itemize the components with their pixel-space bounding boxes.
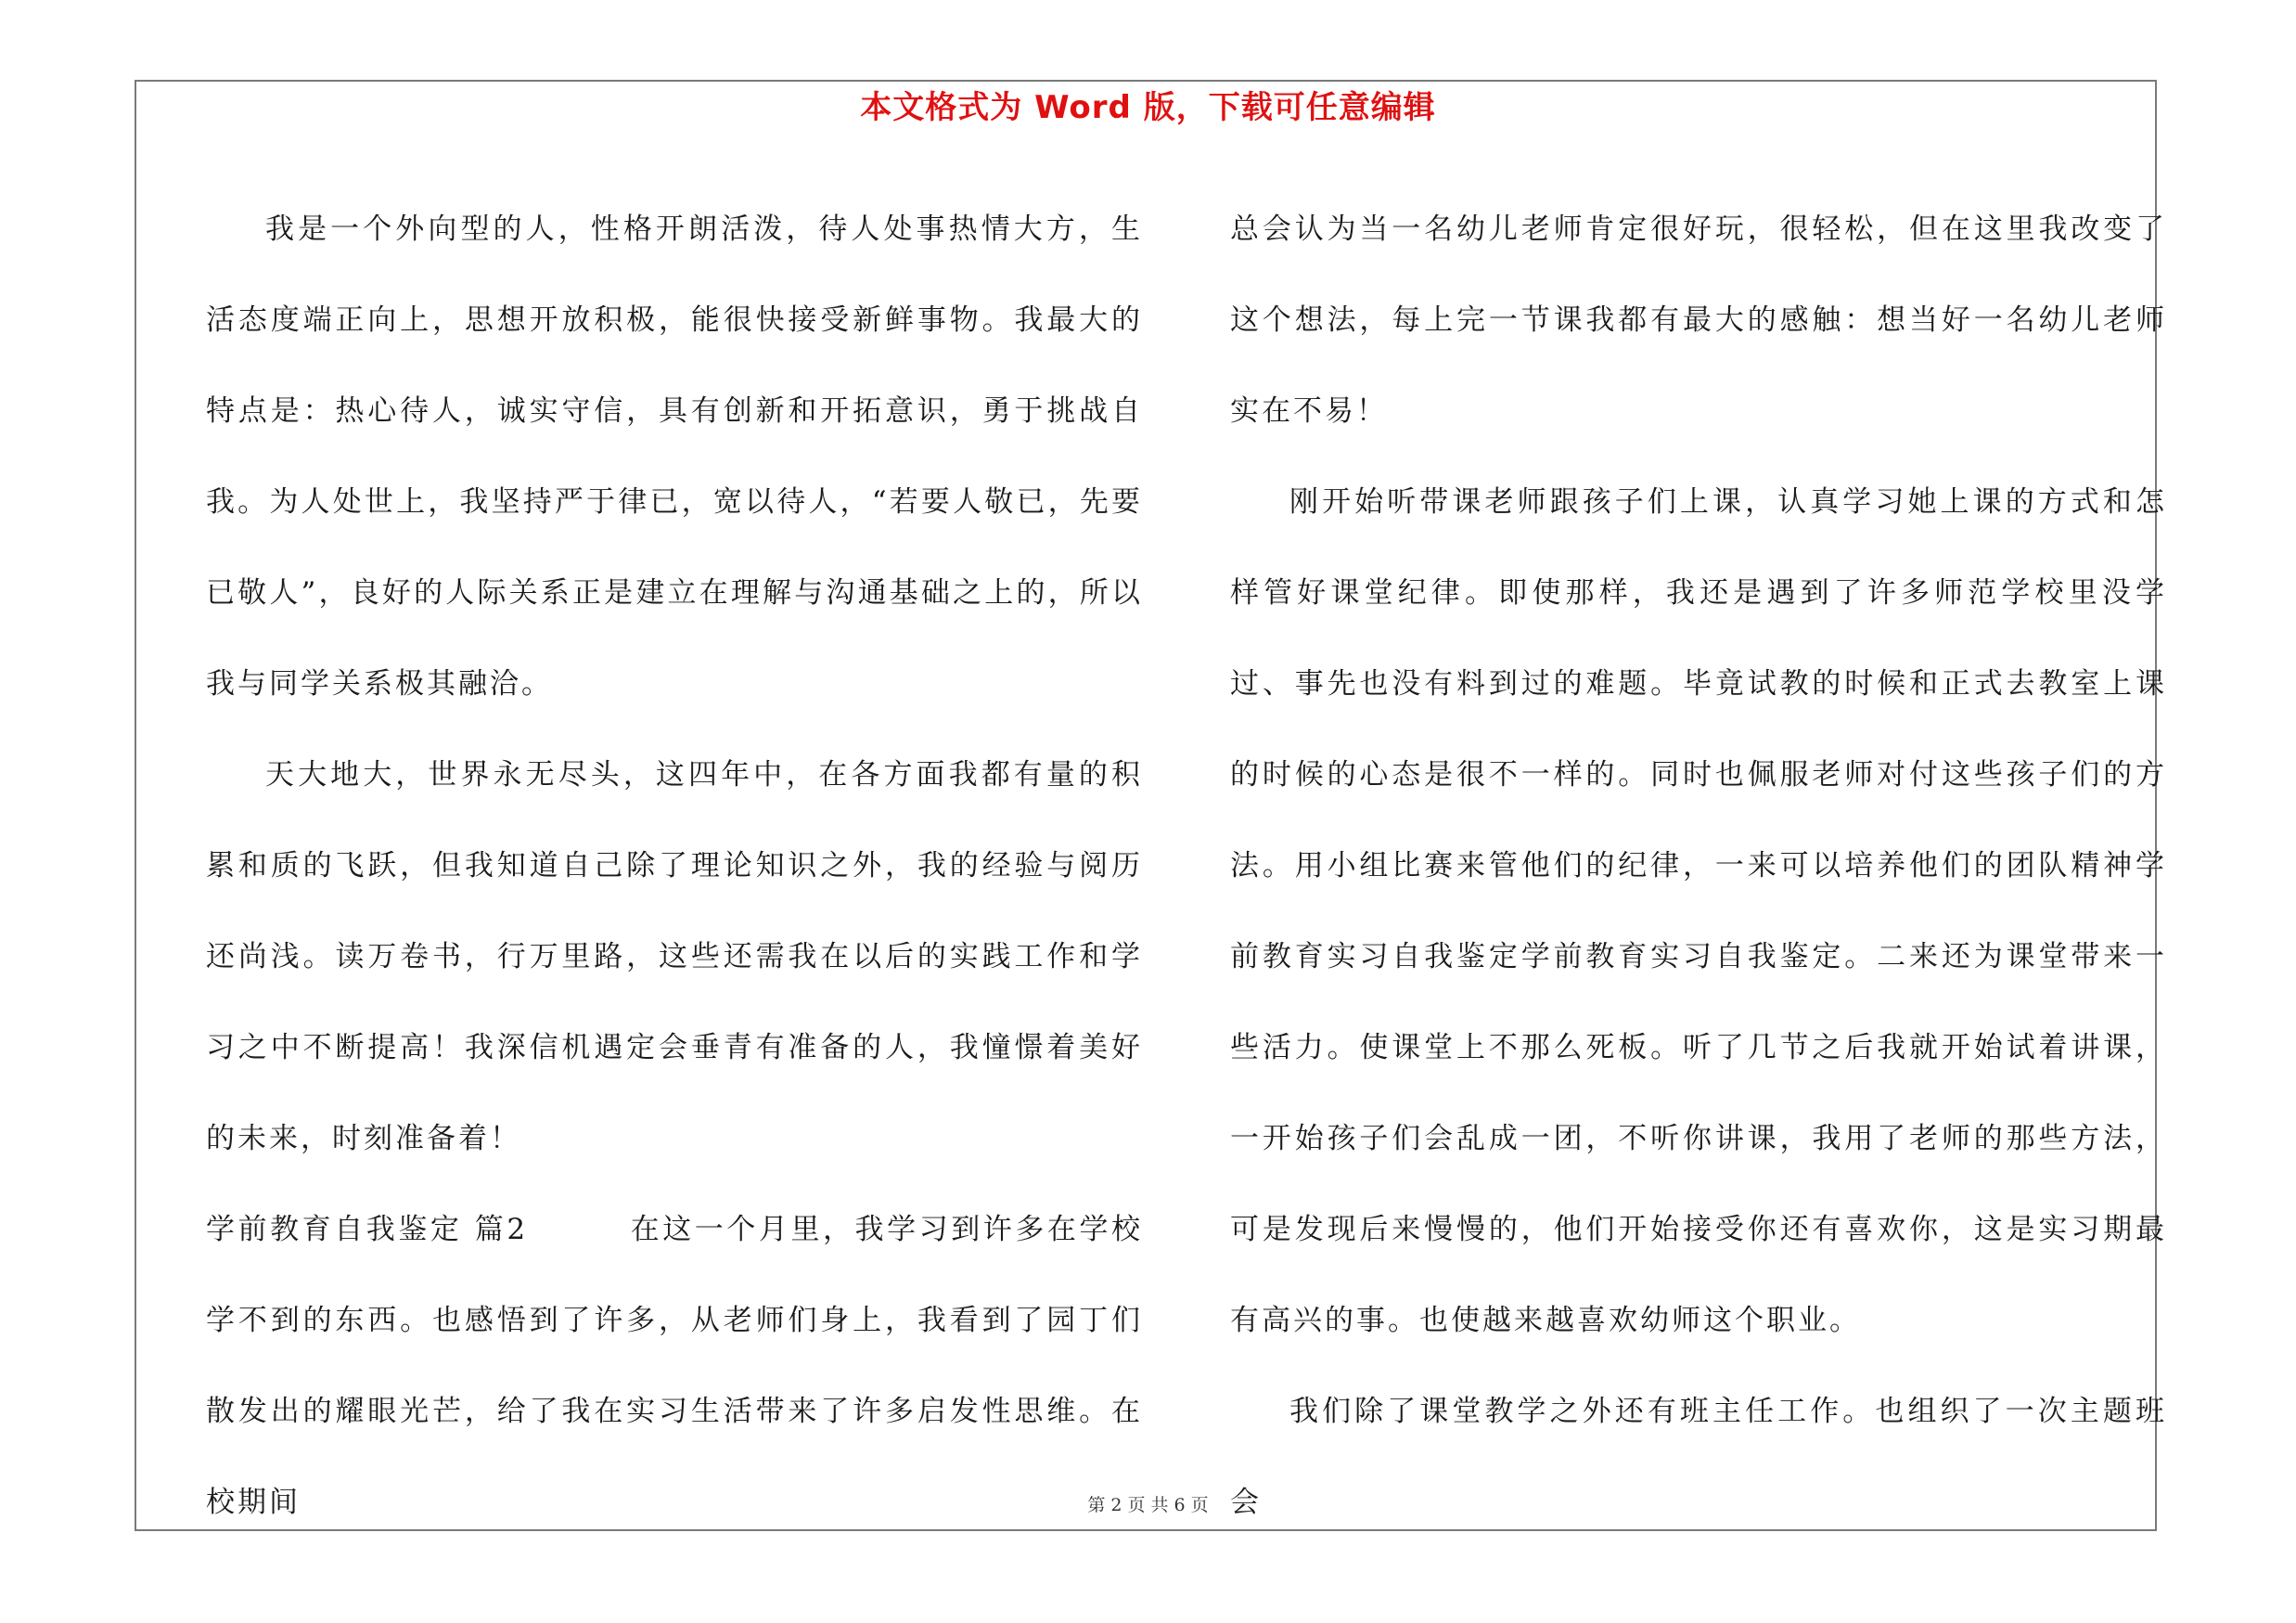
left-column — [206, 184, 1143, 1548]
right-paragraph-2: 刚开始听带课老师跟孩子们上课，认真学习她上课的方式和怎样管好课堂纪律。即使那样，我还是遇到了许多师范学校里没学过、事先也没有料到过的难题。毕竟试教的时候和正式去教室上课的时候的心态是很不一样的。同时也佩服老师对付这些孩子们的方法。用小组比赛来管他们的纪律，一来可以培养他们的团队精神学前教育实习自我鉴定学前教育实习自我鉴定。二来还为课堂带来一些活力。使课堂上不那么死板。听了几节之后我就开始试着讲课，一开始孩子们会乱成一团，不听你讲课，我用了老师的那些方法，可是发现后来慢慢的，他们开始接受你还有喜欢你，这是实习期最有高兴的事。也使越来越喜欢幼师这个职业。 — [1230, 485, 2167, 1337]
left-paragraph-3-text: 在这一个月里，我学习到许多在学校学不到的东西。也感悟到了许多，从老师们身上，我看到了园丁们散发出的耀眼光芒，给了我在实习生活带来了许多启发性思维。在校期间 — [206, 1213, 1143, 1519]
right-column — [1230, 184, 2167, 1548]
right-paragraph-3: 我们除了课堂教学之外还有班主任工作。也组织了一次主题班会 — [1230, 1395, 2167, 1519]
right-paragraph-1: 总会认为当一名幼儿老师肯定很好玩，很轻松，但在这里我改变了这个想法，每上完一节课我都有最大的感触：想当好一名幼儿老师实在不易！ — [1230, 213, 2167, 428]
left-paragraph-2: 天大地大，世界永无尽头，这四年中，在各方面我都有量的积累和质的飞跃，但我知道自己除了理论知识之外，我的经验与阅历还尚浅。读万卷书，行万里路，这些还需我在以后的实践工作和学习之中不断提高！我深信机遇定会垂青有准备的人，我憧憬着美好的未来，时刻准备着！ — [206, 758, 1143, 1155]
format-banner: 本文格式为 Word 版，下载可任意编辑 — [860, 89, 1436, 126]
left-paragraph-1: 我是一个外向型的人，性格开朗活泼，待人处事热情大方，生活态度端正向上，思想开放积极，能很快接受新鲜事物。我最大的特点是：热心待人，诚实守信，具有创新和开拓意识，勇于挑战自我。为人处世上，我坚持严于律已，宽以待人，“若要人敬已，先要已敬人”，良好的人际关系正是建立在理解与沟通基础之上的，所以我与同学关系极其融洽。 — [206, 213, 1143, 701]
section-heading: 学前教育自我鉴定 篇2 — [206, 1213, 529, 1246]
page-number: 第 2 页 共 6 页 — [1087, 1495, 1209, 1515]
